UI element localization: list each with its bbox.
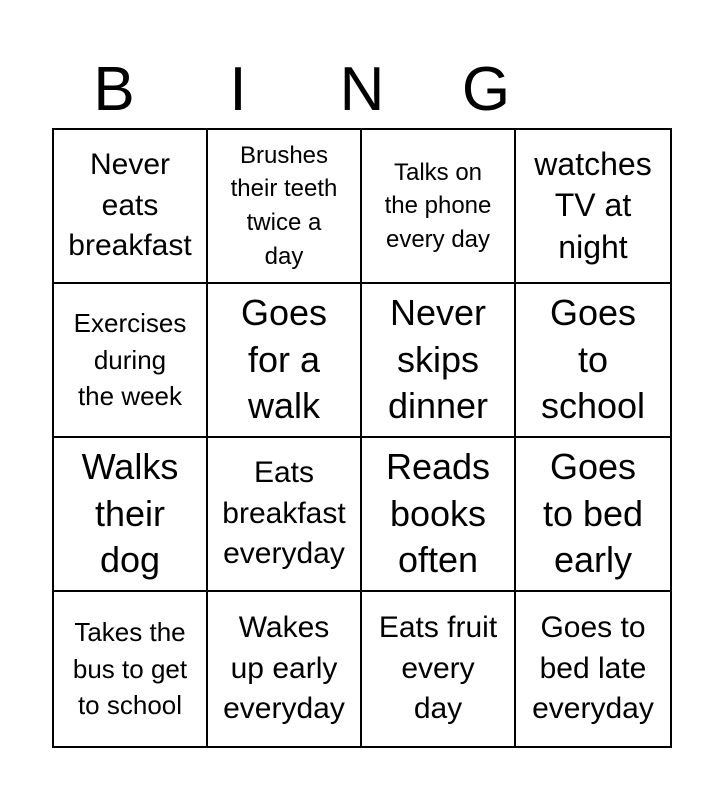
bingo-cell-r2c4[interactable] xyxy=(516,284,670,438)
header-letter-n: N xyxy=(339,55,385,124)
cell-text: Eats breakfast everyday xyxy=(222,456,346,571)
bingo-cell-r2c1[interactable] xyxy=(54,284,208,438)
cell-text: Goes to bed late everyday xyxy=(532,611,654,726)
bingo-cell-r1c4[interactable] xyxy=(516,130,670,284)
cell-text: Eats fruit every day xyxy=(378,611,498,726)
cell-text: Goes to school xyxy=(540,291,646,427)
header-letter-i: I xyxy=(229,55,247,124)
bingo-cell-r4c1[interactable] xyxy=(54,592,208,746)
bingo-cell-r4c4[interactable] xyxy=(516,592,670,746)
cell-text: Reads books often xyxy=(385,445,491,581)
bingo-cell-r3c2[interactable] xyxy=(208,438,362,592)
cell-text: Never skips dinner xyxy=(387,291,489,427)
header-letter-g: G xyxy=(461,55,511,124)
cell-text: watches TV at night xyxy=(534,145,652,265)
header-letter-b: B xyxy=(93,55,135,124)
cell-text: Talks on the phone every day xyxy=(384,158,492,253)
cell-text: Goes for a walk xyxy=(240,291,328,427)
cell-text: Takes the bus to get to school xyxy=(72,617,188,721)
cell-text: Walks their dog xyxy=(81,445,179,581)
bingo-cell-r3c1[interactable] xyxy=(54,438,208,592)
bingo-cell-r2c2[interactable] xyxy=(208,284,362,438)
bingo-cell-r3c4[interactable] xyxy=(516,438,670,592)
cell-text: Exercises during the week xyxy=(73,308,187,412)
bingo-cell-r4c3[interactable] xyxy=(362,592,516,746)
cell-text: Wakes up early everyday xyxy=(223,611,345,726)
bingo-cell-r1c1[interactable] xyxy=(54,130,208,284)
bingo-header xyxy=(52,52,672,128)
bingo-cell-r1c3[interactable] xyxy=(362,130,516,284)
bingo-board xyxy=(52,128,672,748)
bingo-cell-r2c3[interactable] xyxy=(362,284,516,438)
bingo-cell-r1c2[interactable] xyxy=(208,130,362,284)
cell-text: Never eats breakfast xyxy=(68,148,192,263)
cell-text: Brushes their teeth twice a day xyxy=(230,141,338,270)
bingo-cell-r3c3[interactable] xyxy=(362,438,516,592)
bingo-cell-r4c2[interactable] xyxy=(208,592,362,746)
cell-text: Goes to bed early xyxy=(542,445,644,581)
